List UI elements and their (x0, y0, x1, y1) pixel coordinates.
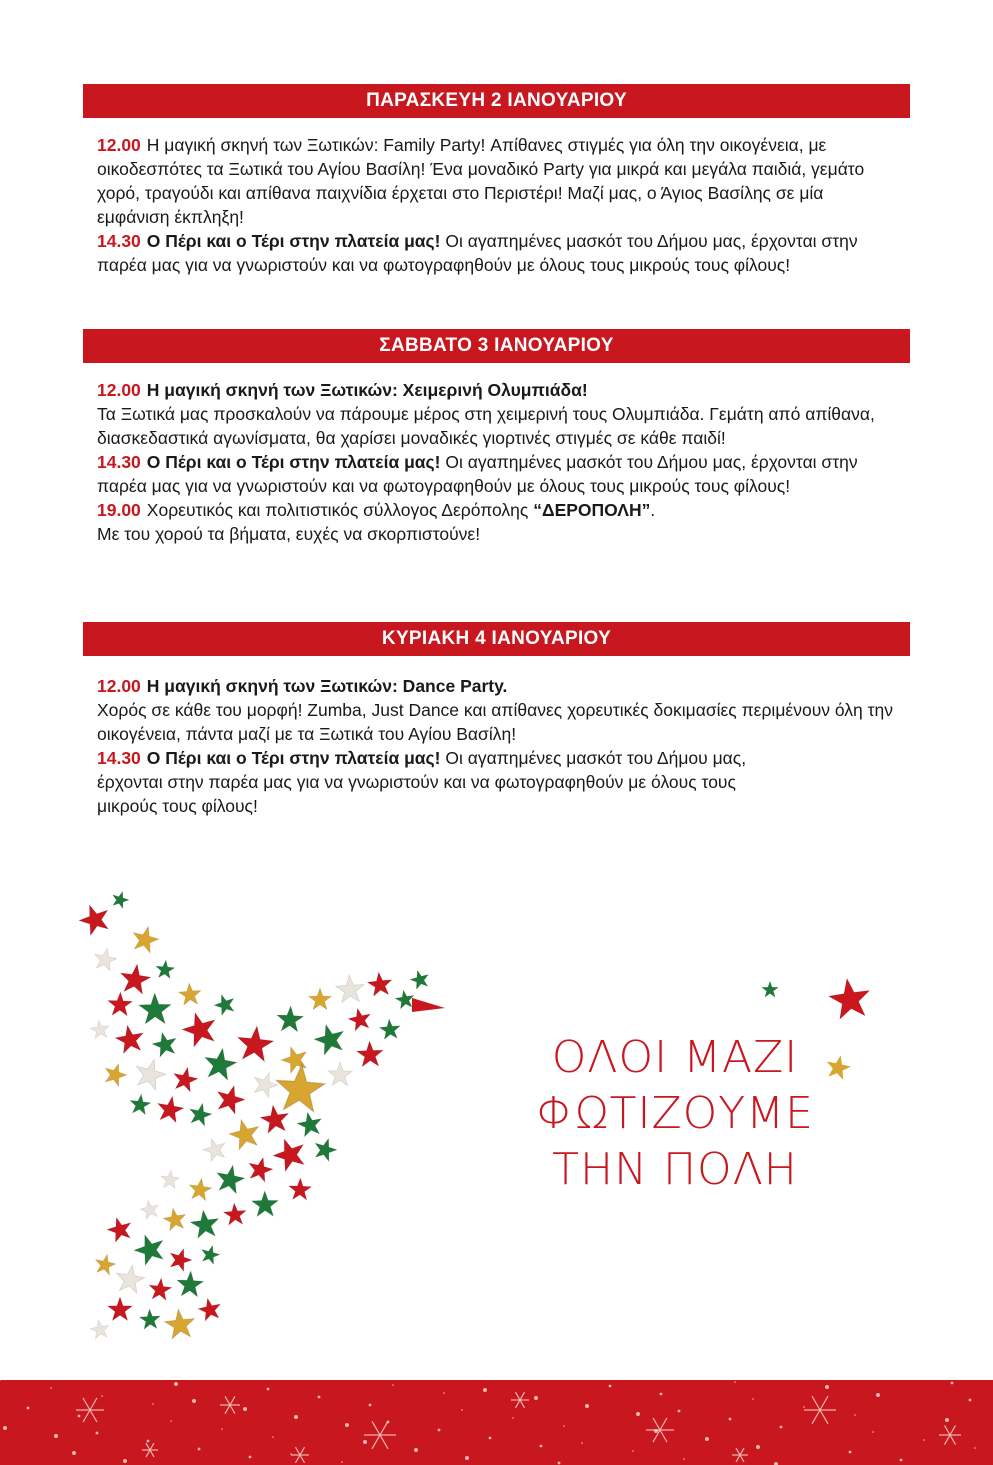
sparkle-dot (609, 1385, 612, 1388)
sparkle-dot (272, 1436, 274, 1438)
sparkle-dot (780, 1426, 783, 1429)
day-block-saturday (97, 378, 897, 546)
sparkle-dot (489, 1437, 492, 1440)
sparkle-dot (678, 1410, 681, 1413)
event-title: Η μαγική σκηνή των Ξωτικών: Dance Party. (146, 676, 508, 696)
sparkle-dot (96, 1432, 99, 1435)
dove-star (379, 1018, 402, 1040)
snowflake-icon (76, 1398, 104, 1422)
dove-star (311, 1135, 339, 1162)
day-header-saturday: ΣΑΒΒΑΤΟ 3 ΙΑΝΟΥΑΡΙΟΥ (83, 329, 910, 363)
day-header-sunday: ΚΥΡΙΑΚΗ 4 ΙΑΝΟΥΑΡΙΟΥ (83, 622, 910, 656)
snowflake-icon (939, 1425, 961, 1444)
sparkle-dot (174, 1382, 178, 1386)
sparkle-dot (387, 1421, 390, 1424)
sparkle-dot (752, 1398, 754, 1400)
dove-star (93, 1252, 118, 1276)
dove-star (223, 1202, 247, 1225)
sparkle-dot (969, 1399, 972, 1402)
event-time: 12.00 (97, 380, 141, 400)
dove-star (366, 971, 393, 997)
dove-star (176, 1270, 204, 1297)
event-text: Οι αγαπημένες μασκότ του Δήμου μας, έρχονται στην παρέα μας για να γνωριστούν και να φωτογραφηθούν με όλους τους μικρούς τους φίλους! (97, 231, 858, 275)
sparkle-dot (221, 1428, 223, 1430)
snowflake-icon (291, 1447, 309, 1463)
event-item (97, 450, 897, 498)
snowflake-icon (646, 1418, 674, 1442)
sparkle-dot (923, 1439, 925, 1441)
dove-star (408, 968, 431, 990)
dove-star (346, 1006, 373, 1032)
dove-beak (412, 998, 445, 1012)
dove-star (166, 1245, 194, 1273)
event-item (97, 133, 897, 229)
event-item (97, 229, 897, 277)
event-time: 12.00 (97, 676, 141, 696)
snowflake-pattern-icon (0, 1380, 993, 1465)
slogan-line: ΦΩΤΙΖΟΥΜΕ (536, 1088, 814, 1139)
event-text: Χορευτικός και πολιτιστικός σύλλογος Δερόπολης (146, 500, 529, 520)
dove-star (108, 1297, 133, 1321)
dove-star (148, 1277, 173, 1301)
dove-star (356, 1041, 383, 1067)
sparkle-dot (267, 1388, 270, 1391)
sparkle-dot (27, 1407, 30, 1410)
sparkle-dot (683, 1458, 685, 1460)
dove-star (114, 1263, 146, 1294)
dove-star (295, 1110, 324, 1138)
dove-star (212, 991, 238, 1017)
dove-star (130, 1230, 168, 1267)
sparkle-dot (147, 1440, 150, 1443)
day-block-friday (97, 133, 897, 277)
dove-star (132, 1056, 169, 1092)
sparkle-dot (632, 1450, 634, 1452)
dove-star (196, 1296, 223, 1322)
dove-star (251, 1191, 278, 1217)
sparkle-dot (392, 1384, 394, 1386)
sparkle-dot (945, 1418, 949, 1422)
sparkle-dot (636, 1412, 640, 1416)
sparkle-dot (123, 1459, 127, 1463)
dove-star (214, 1163, 247, 1195)
dove-star (201, 1135, 229, 1162)
dove-star (107, 992, 133, 1016)
event-title: Ο Πέρι και ο Τέρι στην πλατεία μας! (146, 748, 441, 768)
event-title: Η μαγική σκηνή των Ξωτικών: Χειμερινή Ολυμπιάδα! (146, 380, 588, 400)
dove-star (75, 900, 113, 938)
dove-star (101, 1060, 129, 1088)
event-text: Η μαγική σκηνή των Ξωτικών: Family Party! Απίθανες στιγμές για όλη την οικογένεια, με οικοδεσπότες τα Ξωτικά του Αγίου Βασίλη! Ένα μοναδικό Party για μικρά και μεγάλα παιδιά, γεμάτο χορό, τραγούδι και απίθανα παιχνίδια έρχεται στο Περιστέρι! Μαζί μας, ο Άγιος Βασίλης σε μία εμφάνιση έκπληξη! (97, 135, 865, 227)
star-dove-icon (60, 880, 490, 1360)
slogan-line: ΤΗΝ ΠΟΛΗ (552, 1144, 798, 1195)
sparkle-dot (734, 1381, 736, 1383)
dove-star (155, 959, 176, 979)
sparkle-dot (249, 1456, 252, 1459)
snowflake-icon (220, 1396, 240, 1413)
dove-star (105, 1214, 135, 1243)
dove-star (213, 1082, 248, 1116)
dove-star (92, 946, 119, 972)
dove-star (150, 1030, 179, 1058)
day-header-friday: ΠΑΡΑΣΚΕΥΗ 2 ΙΑΝΟΥΑΡΙΟΥ (83, 84, 910, 118)
snowflake-icon (804, 1396, 836, 1424)
dove-star (118, 962, 152, 995)
sparkle-dot (345, 1423, 349, 1427)
snowflake-icon (364, 1421, 396, 1449)
dove-star (155, 1094, 186, 1124)
event-highlight: “ΔΕΡΟΠΟΛΗ” (533, 500, 651, 520)
event-item (97, 498, 897, 546)
dove-star (202, 1046, 239, 1081)
sparkle-dot (581, 1442, 583, 1444)
day-block-sunday (97, 674, 897, 818)
sparkle-dot (78, 1415, 81, 1418)
dove-star (327, 1062, 352, 1086)
event-time: 14.30 (97, 748, 141, 768)
sparkle-dot (872, 1431, 874, 1433)
sparkle-dot (705, 1437, 709, 1441)
event-item (97, 674, 897, 746)
sparkle-dot (729, 1418, 732, 1421)
sparkle-dot (3, 1426, 7, 1430)
event-text: Τα Ξωτικά μας προσκαλούν να πάρουμε μέρος στη χειμερινή τους Ολυμπιάδα. Γεμάτη από απίθανα, διασκεδαστικά αγωνίσματα, θα χαρίσει μοναδικές γιορτινές στιγμές σε κάθε παιδί! (97, 404, 875, 448)
event-text-after: . (650, 500, 656, 520)
sparkle-dot (50, 1387, 52, 1389)
sparkle-dot (558, 1462, 561, 1465)
dove-star (89, 1019, 110, 1039)
sparkle-dot (974, 1447, 976, 1449)
sparkle-dot (825, 1385, 829, 1389)
dove-star (245, 1154, 275, 1183)
sparkle-dot (198, 1448, 201, 1451)
dove-star (187, 1177, 213, 1202)
sparkle-dot (660, 1393, 663, 1396)
sparkle-dot (341, 1461, 343, 1463)
dove-star (162, 1206, 188, 1231)
sparkle-dot (654, 1429, 658, 1433)
event-time: 19.00 (97, 500, 141, 520)
sparkle-dot (170, 1420, 172, 1422)
sparkle-dot (585, 1404, 589, 1408)
slogan-line: ΟΛΟΙ ΜΑΖΙ (551, 1032, 799, 1083)
dove-star (226, 1116, 263, 1151)
event-tail: Με του χορού τα βήματα, ευχές να σκορπιστούνε! (97, 524, 481, 544)
sparkle-dot (318, 1396, 321, 1399)
sparkle-dot (900, 1459, 903, 1462)
snowflake-icon (511, 1392, 529, 1408)
sparkle-dot (465, 1456, 469, 1460)
event-item (97, 746, 777, 818)
sparkle-dot (756, 1445, 760, 1449)
sparkle-dot (152, 1403, 154, 1405)
dove-star (278, 1043, 311, 1075)
dove-star (163, 1307, 196, 1339)
sparkle-dot (363, 1440, 367, 1444)
sparkle-dot (540, 1445, 543, 1448)
dove-star (129, 923, 161, 954)
sparkle-dot (534, 1396, 538, 1400)
sparkle-dot (72, 1451, 76, 1455)
dove-star (138, 1198, 161, 1220)
footer-band (0, 1380, 993, 1465)
dove-star (160, 1169, 181, 1189)
dove-star (139, 1308, 161, 1329)
dove-star (235, 1024, 275, 1062)
sparkle-dot (849, 1451, 852, 1454)
event-title: Ο Πέρι και ο Τέρι στην πλατεία μας! (146, 231, 441, 251)
dove-star (139, 993, 172, 1024)
event-time: 14.30 (97, 231, 141, 251)
sparkle-dot (0, 1380, 1, 1381)
snowflake-icon (142, 1443, 158, 1457)
dove-star (178, 982, 202, 1005)
sparkle-dot (512, 1417, 514, 1419)
sparkle-dot (290, 1453, 292, 1455)
sparkle-dot (803, 1406, 805, 1408)
event-time: 14.30 (97, 452, 141, 472)
dove-star (274, 1062, 327, 1112)
dove-star (309, 988, 332, 1010)
sparkle-dot (876, 1393, 880, 1397)
dove-star (129, 1093, 152, 1115)
dove-star (113, 1023, 146, 1055)
dove-star (335, 974, 365, 1003)
dove-star (189, 1208, 221, 1238)
dove-star (269, 1133, 310, 1173)
dove-star (199, 1243, 222, 1265)
snowflake-icon (732, 1448, 748, 1462)
sparkle-dot (54, 1434, 58, 1438)
event-text: Χορός σε κάθε του μορφή! Zumba, Just Dance και απίθανες χορευτικές δοκιμασίες περιμένουν όλη την οικογένεια, πάντα μαζί με τα Ξωτικά του Αγίου Βασίλη! (97, 700, 894, 744)
event-title: Ο Πέρι και ο Τέρι στην πλατεία μας! (146, 452, 441, 472)
dove-star (187, 1101, 214, 1127)
sparkle-dot (563, 1425, 565, 1427)
dove-star (179, 1008, 221, 1049)
event-text: Οι αγαπημένες μασκότ του Δήμου μας, έρχονται στην παρέα μας για να γνωριστούν και να φωτογραφηθούν με όλους τους μικρούς τους φίλους! (97, 748, 747, 816)
slogan (510, 1030, 840, 1198)
sparkle-dot (101, 1395, 103, 1397)
dove-star (311, 1021, 348, 1057)
dove-star (276, 1005, 304, 1032)
sparkle-dot (461, 1409, 463, 1411)
dove-star (89, 1319, 111, 1340)
dove-star (110, 889, 131, 910)
sparkle-dot (438, 1429, 441, 1432)
sparkle-dot (854, 1414, 856, 1416)
sparkle-dot (414, 1448, 418, 1452)
sparkle-dot (951, 1382, 954, 1385)
sparkle-dot (369, 1404, 372, 1407)
dove-star (288, 1178, 312, 1200)
dove-star (171, 1065, 200, 1093)
dove-star (250, 1069, 281, 1099)
sparkle-dot (192, 1399, 196, 1403)
sparkle-dot (294, 1415, 298, 1419)
event-item (97, 378, 897, 450)
event-text: Οι αγαπημένες μασκότ του Δήμου μας, έρχονται στην παρέα μας για να γνωριστούν και να φωτογραφηθούν με όλους τους μικρούς τους φίλους! (97, 452, 858, 496)
sparkle-dot (243, 1407, 247, 1411)
sparkle-dot (443, 1392, 445, 1394)
sparkle-dot (483, 1388, 487, 1392)
event-time: 12.00 (97, 135, 141, 155)
